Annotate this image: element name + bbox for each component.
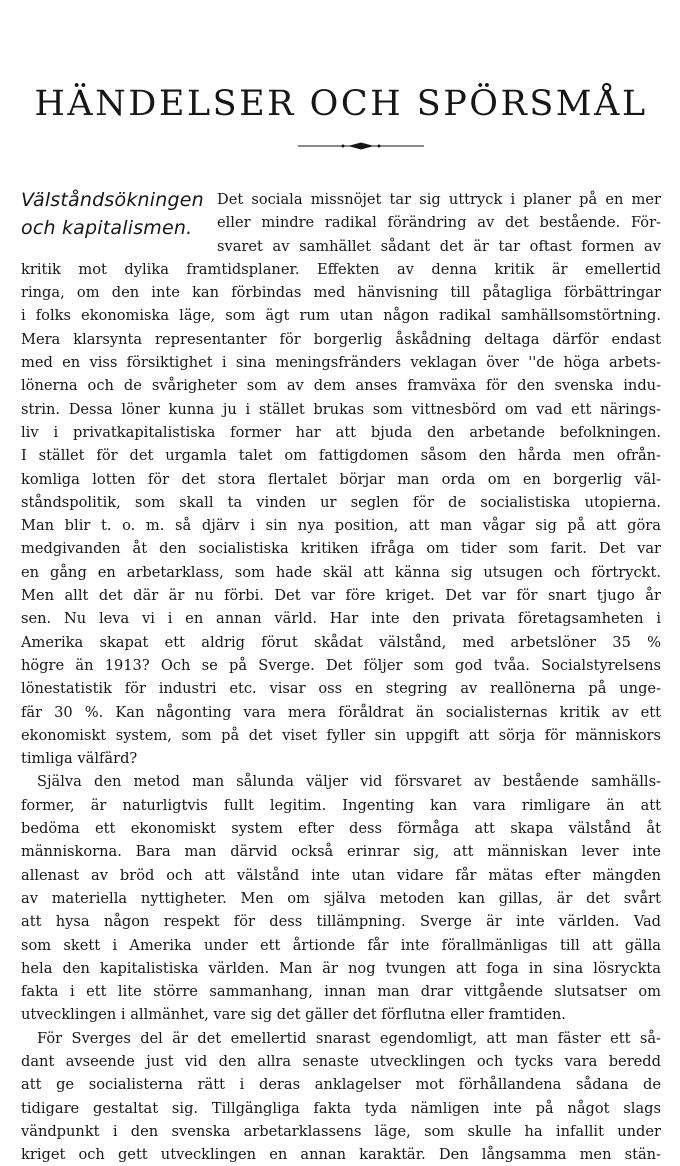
section-heading-line: Välståndsökningen [21, 189, 204, 211]
text-line: I stället för det urgamla talet om fattigdomen såsom den hårda men ofrån- [21, 447, 661, 465]
text-line: ståndspolitik, som skall ta vinden ur seglen för de socialistiska utopierna. [21, 493, 661, 511]
text-line: bedöma ett ekonomiskt system efter dess förmåga att skapa välstånd åt [21, 820, 661, 838]
text-line: kriget och gett utvecklingen en annan karaktär. Den långsamma men stän- [21, 1146, 661, 1164]
text-line: Man blir t. o. m. så djärv i sin nya position, att man vågar sig på att göra [21, 517, 661, 535]
text-line: allenast av bröd och att välstånd inte utan vidare får mätas efter mängden [21, 866, 661, 884]
text-line: att hysa någon respekt för dess tillämpning. Sverge är inte världen. Vad [21, 913, 661, 931]
text-line: komliga lotten för det stora flertalet börjar man orda om en borgerlig väl- [21, 470, 661, 488]
article-body [21, 188, 661, 1166]
text-line: som skett i Amerika under ett årtionde får inte förallmänligas till att gälla [21, 936, 661, 954]
text-line: Det sociala missnöjet tar sig uttryck i planer på en mer [217, 191, 661, 208]
text-line: kritik mot dylika framtidsplaner. Effekten av denna kritik är emellertid [21, 260, 661, 278]
text-line: hela den kapitalistiska världen. Man är nog tvungen att foga in sina lösryckta [21, 959, 661, 977]
text-line: sen. Nu leva vi i en annan värld. Har inte den privata företagsamheten i [21, 610, 661, 628]
text-line: vändpunkt i den svenska arbetarklassens läge, som skulle ha infallit under [21, 1122, 661, 1140]
section-heading-line: och kapitalismen. [21, 217, 193, 239]
text-line: fär 30 %. Kan någonting vara mera föråldrat än socialisternas kritik av ett [21, 703, 661, 721]
text-line: medgivanden åt den socialistiska kritiken ifråga om tider som farit. Det var [21, 540, 661, 558]
text-line: liv i privatkapitalistiska former har att bjuda den arbetande befolkningen. [21, 423, 661, 441]
text-line: dant avseende just vid den allra senaste utvecklingen och tycks vara beredd [21, 1052, 661, 1070]
text-line: att ge socialisterna rätt i deras anklagelser mot förhållandena sådana de [21, 1076, 661, 1094]
ornament-divider [298, 140, 424, 152]
text-line: av materiella nyttigheter. Men om själva metoden kan gillas, är det svårt [21, 889, 661, 907]
text-line: fakta i ett lite större sammanhang, innan man drar vittgående slutsatser om [21, 983, 661, 1001]
text-line: lönerna och de svårigheter som av dem anses framväxa för den svenska indu- [21, 377, 661, 395]
text-line: tidigare gestaltat sig. Tillgängliga fakta tyda nämligen inte på något slags [21, 1099, 661, 1117]
text-line: För Sverges del är det emellertid snarast egendomligt, att man fäster ett så- [37, 1029, 661, 1047]
text-line: utvecklingen i allmänhet, vare sig det gäller det förflutna eller framtiden. [21, 1006, 566, 1024]
text-line: i folks ekonomiska läge, som ägt rum utan någon radikal samhällsomstörtning. [21, 307, 661, 325]
text-line: med en viss försiktighet i sina meningsfränders veklagan över ''de höga arbets- [21, 354, 661, 372]
text-line: strin. Dessa löner kunna ju i stället brukas som vittnesbörd om vad ett närings- [21, 400, 661, 418]
text-line: ekonomiskt system, som på det viset fyller sin uppgift att sörja för människors [21, 726, 661, 744]
text-line: Mera klarsynta representanter för borgerlig åskådning deltaga därför endast [21, 330, 661, 348]
text-line: svaret av samhället sådant det är tar oftast formen av [217, 237, 661, 255]
text-line: ringa, om den inte kan förbindas med hänvisning till påtagliga förbättringar [21, 284, 661, 302]
text-line: högre än 1913? Och se på Sverge. Det följer som god tvåa. Socialstyrelsens [21, 656, 661, 674]
text-line: Amerika skapat ett aldrig förut skådat välstånd, med arbetslöner 35 % [21, 633, 661, 651]
text-line: en gång en arbetarklass, som hade skäl att känna sig utsugen och förtryckt. [21, 563, 661, 581]
text-line: lönestatistik för industri etc. visar oss en stegring av reallönerna på unge- [21, 680, 661, 698]
text-line: former, är naturligtvis fullt legitim. Ingenting kan vara rimligare än att [21, 796, 661, 814]
page-title: HÄNDELSER OCH SPÖRSMÅL [34, 84, 648, 124]
text-line: Men allt det där är nu förbi. Det var före kriget. Det var för snart tjugo år [21, 587, 661, 605]
text-line: timliga välfärd? [21, 750, 138, 768]
text-line: eller mindre radikal förändring av det bestående. För- [217, 214, 661, 232]
text-line: Själva den metod man sålunda väljer vid försvaret av bestående samhälls- [37, 773, 661, 791]
text-line: människorna. Bara man därvid också erinrar sig, att människan lever inte [21, 843, 661, 861]
